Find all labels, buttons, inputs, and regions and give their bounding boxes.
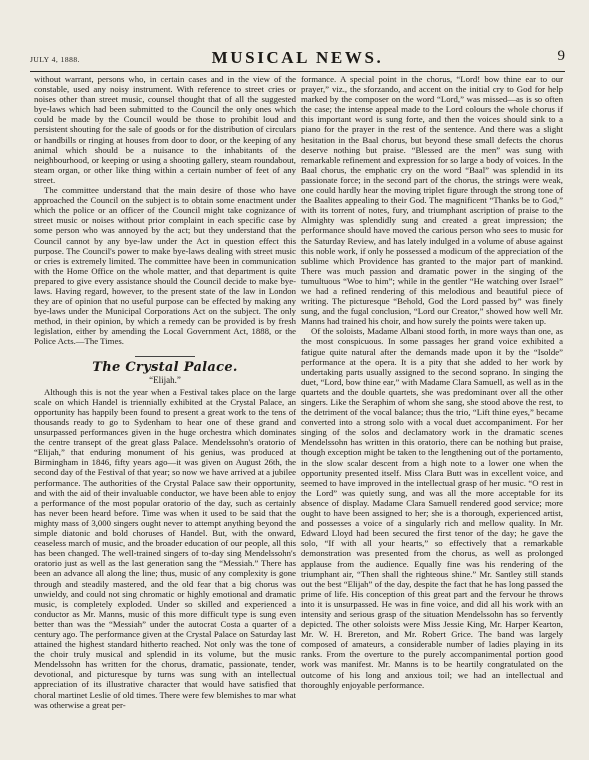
section-subtitle: “Elijah.” <box>149 374 181 385</box>
header-rule <box>30 71 565 72</box>
paragraph: formance. A special point in the chorus, “Lord! bow thine ear to our prayer,” viz., the sforzando, and accent on the initial cry to God for help marked by the composer on the word “Lord,” was missed—as is so often the case; the intense appeal made to the Lord colours the whole chorus if this important word is sung forte, and then the voices should sink to a piano for the prayer in the rest of the sentence. And there was a slight hesitation in the Baal chorus, but beyond these small defects the chorus deserve nothing but praise. “Blessed are the men” was sung with remarkable refinement and expression for so large a body of voices. In the Baal chorus, the emphatic cry on the word “Baal” was splendid in its passionate force; in the second part of the chorus, the strings were weak, one could hardly hear the moving triplet figure through the strong tone of the Baalites appealing to their God. The magnificent “Thanks be to God,” with its torrent of notes, fury, and triumphant ascription of praise to the Almighty was splendidly sung and created a great impression; the performance should have moved the carious person who sees to music for the Saturday Review, and has lately indulged in a volume of abuse against this noble work, if only he possessed a modicum of the appreciation of the sublime which Providence has granted to the major part of mankind. There was much passion and dramatic power in the singing of the tumultuous “Woe to him”; while in the gentler “He watching over Israel” we had a refined rendering of this melodious and beautiful piece of writing. The picturesque “Behold, God the Lord passed by” was finely sung, and the fugal conclusion, “Lord our Creator,” showed how well Mr. Manns had trained his choir, and how surely the points were taken up. <box>301 74 563 327</box>
divider <box>135 356 195 357</box>
section-heading <box>34 356 296 373</box>
page-header <box>30 46 565 70</box>
left-column <box>34 74 296 710</box>
publication-title: MUSICAL NEWS. <box>211 48 384 67</box>
issue-date: JULY 4, 1888. <box>30 55 81 64</box>
section-title: The Crystal Palace. <box>92 359 238 375</box>
page-number: 9 <box>557 48 565 64</box>
right-column <box>301 74 563 690</box>
paragraph: without warrant, persons who, in certain cases and in the view of the constable, used any noisy instrument. With reference to street cries or noises other than street music, counsel thought that of all the suggested bye-laws which had been submitted to the Council the only ones which could be made by the Council would be those to prohibit loud and persistent shouting for the sale of goods or for the distribution of circulars or handbills or ringing at houses from door to door, or the keeping of any animal which should be a nuisance to the inhabitants of the neighbourhood, or keeping or using a shooting gallery, steam roundabout, steam organ, or other like thing within a certain number of feet of any street. <box>34 74 296 185</box>
paragraph: The committee understand that the main desire of those who have approached the Council on the subject is to obtain some enactment under which the police or an officer of the Council might take cognizance of street music or noises without prior complaint in each specific case by some person who was annoyed by the act; but they understand that the Council cannot by any bye-law under the Act in question effect this purpose. The Council's power to make bye-laws dealing with street music or cries is extremely limited. The committee have been in communication with the Home Office on the whole matter, and that department is quite prepared to give every assistance should the Council decide to make bye-laws. Having regard, however, to the present state of the law in London they are of opinion that no useful purpose can be effected by making any bye-laws under the Municipal Corporations Act on the subject. The only method, in their opinion, by which a remedy can be provided is by fresh legislation, either by amending the Local Government Act, 1888, or the Police Acts.—The Times. <box>34 185 296 347</box>
paragraph: Although this is not the year when a Festival takes place on the large scale on which Handel is triennially exhibited at the Crystal Palace, an opportunity has happily been found to present a great work to the tens of thousands ready to go to Sydenham to hear one of these grand and unsurpassed performances given in the huge orchestra which dominates the centre transept of the great glass Palace. Mendelssohn's oratorio of “Elijah,” that enduring monument of his genius, was produced at Birmingham in 1846, fifty years ago—it was given on August 26th, the second day of the Festival of that year; so now we have arrived at a jubilee performance. The authorities of the Crystal Palace saw their opportunity, and with the aid of their invaluable conductor, we have been able to enjoy a performance of the most popular oratorio of the day, such as certainly has never been heard before. Time was when it used to be said that the mighty mass of 3,000 singers ought never to attempt anything beyond the simple diatonic and bold choruses of Handel. But, with the onward, ceaseless march of music, and the broader education of our people, all this has been changed. The well-trained singers of to-day sing Mendelssohn's oratorio just as well as the last generation sang the “Messiah.” There has been an advance all along the line; thus, music of any complexity is gone through and steadily mastered, and the old fear that a big chorus was unwieldy, and could not sing chromatic or highly emotional and dramatic music, is completely exploded. Under so skilled and experienced a conductor as Mr. Manns, music of this more difficult type is sung even better than was the “Messiah” under the autocrat Costa a quarter of a century ago. The performance given at the Crystal Palace on Saturday last attained the highest standard hitherto reached. Not only was the tone of the choir truly musical and splendid in its volume, but the music Mendelssohn has written for the chorus, dramatic, passionate, tender, devotional, and picturesque by turns was sung with an intellectual appreciation of its illustrative character that would have satisfied that choral martinet Leslie of old times. There were few blemishes to mar what was otherwise a great per- <box>34 386 296 710</box>
paragraph: Of the soloists, Madame Albani stood forth, in more ways than one, as the most conspicuous. In some passages her grand voice exhibited a fatigue quite natural after the demands made upon it by the “Isolde” performance at the opera. It is a pity that she added to her work by undertaking parts usually assigned to the second soprano. In singing the duet, “Lord, bow thine ear,” with Madame Clara Samuell, as well as in the quartets and the double quartets, she was predominant over all the other singers. Like the Seraphim of whom she sang, she stood above the rest, to the detriment of the vocal balance; thus the trio, “Lift thine eyes,” became converted into a strong solo with a vocal duet accompaniment. For her singing of the solos and declamatory work in the dramatic scenes Mendelssohn has written in this oratorio, there can be nothing but praise, though exception might be taken to the lengthening out of the portamento, in the slow scalar descent from a high note to a lower one when the opportunity presented itself. Miss Clara Butt was in excellent voice, and seemed to have improved in the intellectual grasp of her music. “O rest in the Lord” was quietly sung, and was all the more acceptable for its absence of display. Madame Clara Samuell rendered good service; more ought to have been assigned to her; she is a thorough, experienced artist, and possesses a voice of a singularly rich and mellow quality. In Mr. Edward Lloyd had been secured the first tenor of the day; he gave the solo, “If with all your hearts,” so effectively that a remarkable demonstration was presented from the chorus, as well as prolonged applause from the audience. Equally fine was his rendering of the triumphant air, “Then shall the righteous shine.” Mr. Santley still stands out the best “Elijah” of the day, despite the fact that he has long passed the prime of life. His conception of this great part and the fervour he throws into it is unsurpassed. He was in fine voice, and did all his work with an intensity and serious grasp of the situation Mendelssohn has so fervently depicted. The other soloists were Miss Jessie King, Mr. Harper Kearton, Mr. W. H. Brereton, and Mr. Robert Grice. The band was largely composed of amateurs, a considerable number of ladies playing in its ranks. From the overture to the purely accompanimental portion good work was manifest. Mr. Manns is to be heartily congratulated on the outcome of his long and anxious toil; we had an intellectual and thoroughly enjoyable performance. <box>301 326 563 690</box>
